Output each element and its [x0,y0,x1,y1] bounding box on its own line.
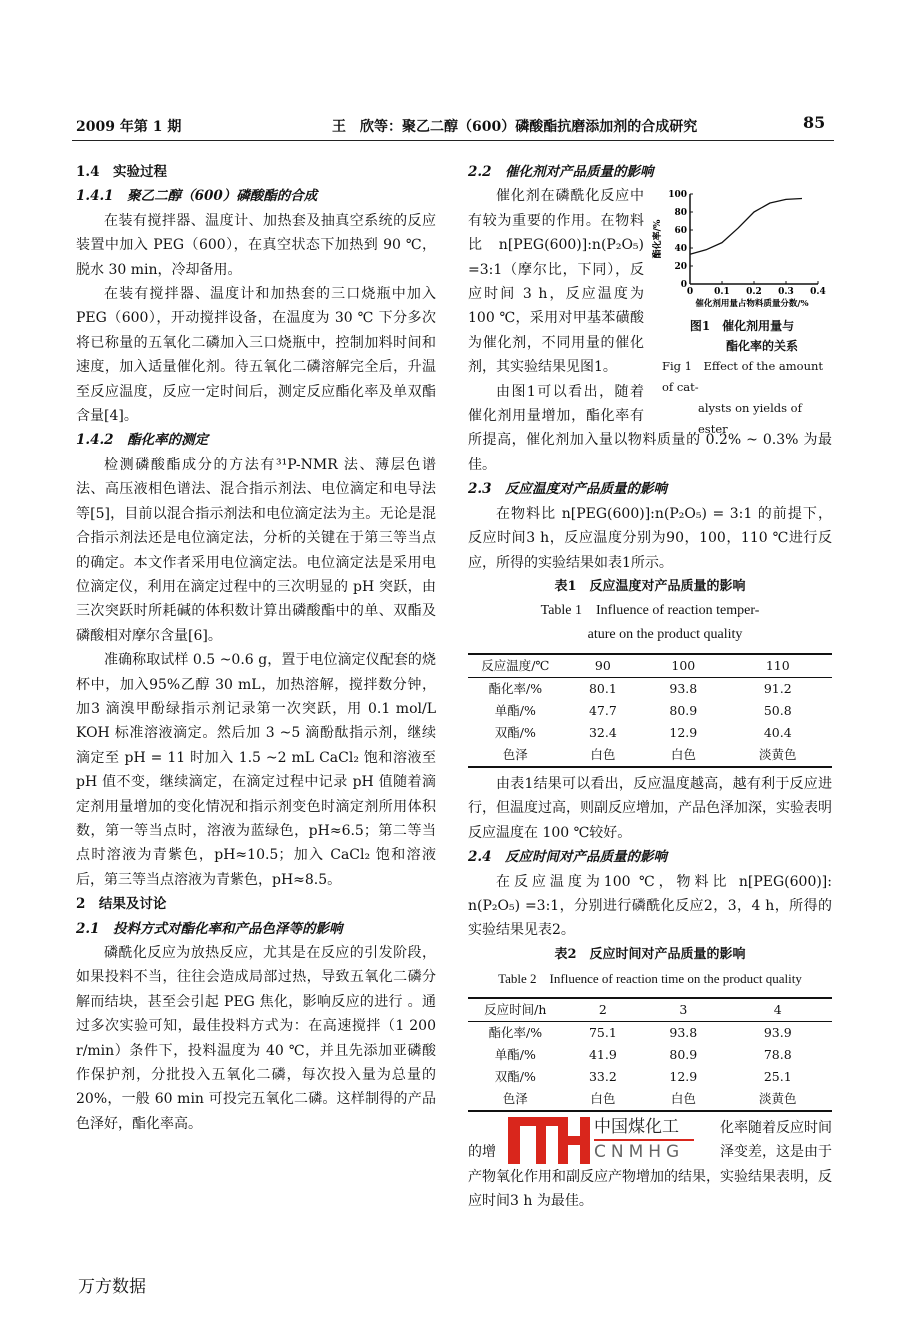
table-cell: 40.4 [763,724,792,740]
paragraph: 由图1可以看出，随着催化剂用量增加，酯化率有所提高，催化剂加入量以物料质量的 0.2% ~ 0.3% 为最佳。 [468,383,832,473]
figure-caption-cn: 图1 催化剂用量与 [689,319,795,334]
table-cell: 32.4 [588,724,617,740]
table-cell: 12.9 [669,1068,698,1084]
table-row [468,998,832,1022]
table-row [468,1066,832,1088]
text-fragment: 泽变差，这是由于 [720,1144,832,1161]
subsection-heading: 2.2 催化剂对产品质量的影响 [468,164,654,180]
table-cell: 78.8 [763,1046,792,1062]
table-cell: 双酯/% [494,724,536,740]
page-number: 85 [803,113,826,132]
journal-issue: 2009 年第 1 期 [76,119,182,135]
watermark-logo [504,1117,714,1164]
table-cell: 色泽 [468,744,563,767]
figure-1 [652,184,832,437]
table-row [468,1021,832,1044]
table-row [468,1088,832,1111]
section-heading: 2 结果及讨论 [76,896,167,913]
table-cell: 47.7 [588,702,617,718]
table-cell: 80.1 [588,680,617,696]
figure-label-en: Fig 1 [662,359,692,374]
paragraph: 在装有搅拌器、温度计和加热套的三口烧瓶中加入 PEG（600），开动搅拌设备，在温度为 30 ℃ 下分多次将已称量的五氧化二磷加入三口烧瓶中，控制加料时间和速度，加入适量催化剂。待五氧化二磷溶解完全后，升温至反应温度，反应一定时间后，测定反应酯化率及单双酯含量[4]。 [76,286,436,425]
table-cell: 色泽 [468,1088,563,1111]
table-cell: 110 [724,654,832,678]
table-cell: 单酯/% [494,702,536,718]
table-1-caption: 表1 反应温度对产品质量的影响 [554,578,746,594]
paragraph: 磷酰化反应为放热反应，尤其是在反应的引发阶段，如果投料不当，往往会造成局部过热，导致五氧化二磷分解而结块，甚至会引起 PEG 焦化，影响反应的进行 。通过多次实验可知，最佳投料方式为：在高速搅拌（1 200 r/min）条件下，投料温度为 40 ℃，并且先添加亚磷酸作保护剂，分批投入五氧化二磷，每次投入量为总量的 20%，一般 60 min 可投完五氧化二磷。这样制得的产品色泽好，酯化率高。 [76,945,436,1132]
table-row [468,1044,832,1066]
table-cell: 93.8 [669,1024,698,1040]
table-cell: 25.1 [763,1068,792,1084]
table-1 [468,653,832,768]
table-cell: 4 [724,998,832,1022]
table-2 [468,997,832,1112]
x-tick-label: 0 [686,287,694,298]
table-2-caption: 表2 反应时间对产品质量的影响 [554,946,746,962]
table-cell: 单酯/% [494,1046,536,1062]
table-cell: 90 [563,654,643,678]
table-cell: 91.2 [763,680,792,696]
table-cell: 12.9 [669,724,698,740]
table-1-caption-en-2: ature on the product quality [587,626,743,642]
y-tick-label: 40 [674,244,687,255]
subsection-heading: 1.4.2 酯化率的测定 [76,432,209,449]
y-tick-label: 80 [674,208,687,219]
left-column [76,160,436,1136]
table-cell: 酯化率/% [488,680,543,696]
table-cell: 33.2 [588,1068,617,1084]
x-tick-label: 0.4 [810,287,826,298]
watermark-text-cn: 中国煤化工 [594,1116,679,1137]
series-line [690,199,802,255]
table-cell: 75.1 [588,1024,617,1040]
y-tick-label: 60 [674,226,687,237]
table-cell: 酯化率/% [488,1024,543,1040]
subsection-heading: 1.4.1 聚乙二醇（600）磷酸酯的合成 [76,188,318,205]
paragraph: 在物料比 n[PEG(600)]:n(P₂O₅) = 3:1 的前提下，反应时间3 h，反应温度分别为90，100，110 ℃进行反应，所得的实验结果如表1所示。 [468,505,832,571]
final-paragraph [468,1116,832,1209]
y-axis-label: 酯化率/% [653,219,663,259]
table-cell: 白色 [563,1088,643,1111]
x-tick-label: 0.3 [778,287,794,298]
table-row [468,700,832,722]
paragraph: 在装有搅拌器、温度计、加热套及抽真空系统的反应装置中加入 PEG（600），在真空状态下加热到 90 ℃，脱水 30 min，冷却备用。 [76,212,436,278]
figure-1-chart [652,184,832,309]
table-cell: 50.8 [763,702,792,718]
paragraph: 由表1结果可以看出，反应温度越高，越有利于反应进行，但温度过高，则副反应增加，产品色泽加深，实验表明反应温度在 100 ℃较好。 [468,775,832,841]
table-cell: 淡黄色 [724,1088,832,1111]
y-tick-label: 100 [668,190,687,201]
table-cell: 93.8 [669,680,698,696]
header-rule [72,140,834,141]
subsection-heading: 2.1 投料方式对酯化率和产品色泽等的影响 [76,920,343,937]
running-title: 王 欣等：聚乙二醇（600）磷酸酯抗磨添加剂的合成研究 [332,119,698,135]
table-cell: 双酯/% [494,1068,536,1084]
text-fragment: 的增 [468,1144,496,1161]
subsection-heading: 2.3 反应温度对产品质量的影响 [468,481,667,498]
x-axis-label: 催化剂用量占物料质量分数/% [695,299,809,310]
table-cell: 白色 [563,744,643,767]
table-1-caption-en: Table 1 Influence of reaction temper- [540,602,760,618]
table-row [468,654,832,678]
table-cell: 41.9 [588,1046,617,1062]
figure-caption-en: Effect of the amount of cat- [662,359,824,395]
table-cell: 93.9 [763,1024,792,1040]
y-tick-label: 20 [674,262,687,273]
table-cell: 白色 [643,744,723,767]
paragraph: 在反应温度为100 ℃，物料比 n[PEG(600)]: n(P₂O₅) =3:1，分别进行磷酰化反应2，3，4 h，所得的实验结果见表2。 [468,873,832,939]
footer-source: 万方数据 [78,1277,146,1297]
table-cell: 3 [643,998,723,1022]
x-tick-label: 0.2 [746,287,762,298]
table-cell: 2 [563,998,643,1022]
watermark-text-en: CNMHG [594,1141,685,1162]
table-row [468,722,832,744]
paragraph: 催化剂在磷酰化反应中有较为重要的作用。在物料比 n[PEG(600)]:n(P₂O₅) =3:1（摩尔比，下同），反应时间 3 h，反应温度为 100 ℃，采用对甲基苯磺酸为催化剂，不同用量的催化剂，其实验结果见图1。 [468,188,644,376]
x-tick-label: 0.1 [714,287,730,298]
subsection-heading: 2.4 反应时间对产品质量的影响 [468,849,667,866]
table-cell: 淡黄色 [724,744,832,767]
y-tick-label: 0 [680,280,687,291]
right-column [468,160,832,1209]
table-cell: 80.9 [669,702,698,718]
table-row [468,677,832,700]
paragraph: 检测磷酸酯成分的方法有³¹P-NMR 法、薄层色谱法、高压液相色谱法、混合指示剂法、电位滴定和电导法等[5]，目前以混合指示剂法和电位滴定法为主。无论是混合指示剂法还是电位滴定法，分析的关键在于第三等当点的确定。本文作者采用电位滴定法。电位滴定法是采用电位滴定仪，利用在滴定过程中的三次明显的 pH 突跃，由三次突跃时所耗碱的体积数计算出磷酸酯中的单、双酯及磷酸相对摩尔含量[6]。 [76,456,436,644]
section-heading: 1.4 实验过程 [76,164,167,180]
figure-caption-cn-2: 酯化率的关系 [725,339,798,354]
table-cell: 100 [643,654,723,678]
table-cell: 反应温度/℃ [468,654,563,678]
table-cell: 反应时间/h [468,998,563,1022]
text-fragment: 产物氧化作用和副反应产物增加的结果，实验结果表明，反应时间3 h 为最佳。 [468,1168,832,1209]
table-row [468,744,832,767]
table-cell: 白色 [643,1088,723,1111]
paragraph: 准确称取试样 0.5 ~0.6 g，置于电位滴定仪配套的烧杯中，加入95%乙醇 30 mL，加热溶解，搅拌数分钟，加3 滴溴甲酚绿指示剂记录第一次突跃，用 0.1 mol/L KOH 标准溶液滴定。然后加 3 ~5 滴酚酞指示剂，继续滴定至 pH = 11 时加入 1.5 ~2 mL CaCl₂ 饱和溶液至 pH 值不变，继续滴定，在滴定过程中记录 pH 值随着滴定剂用量增加的变化情况和指示剂变色时滴定剂所用体积数，第一等当点时，溶液为蓝绿色，pH≈6.5；第二等当点时溶液为青紫色，pH≈10.5；加入 CaCl₂ 饱和溶液后，第三等当点溶液为青紫色，pH≈8.5。 [76,652,436,888]
figure-caption-en-2: alysts on yields of ester [698,401,802,437]
text-fragment: 化率随着反应时间 [720,1119,832,1136]
table-cell: 80.9 [669,1046,698,1062]
table-2-caption-en: Table 2 Influence of reaction time on the product quality [498,970,802,986]
